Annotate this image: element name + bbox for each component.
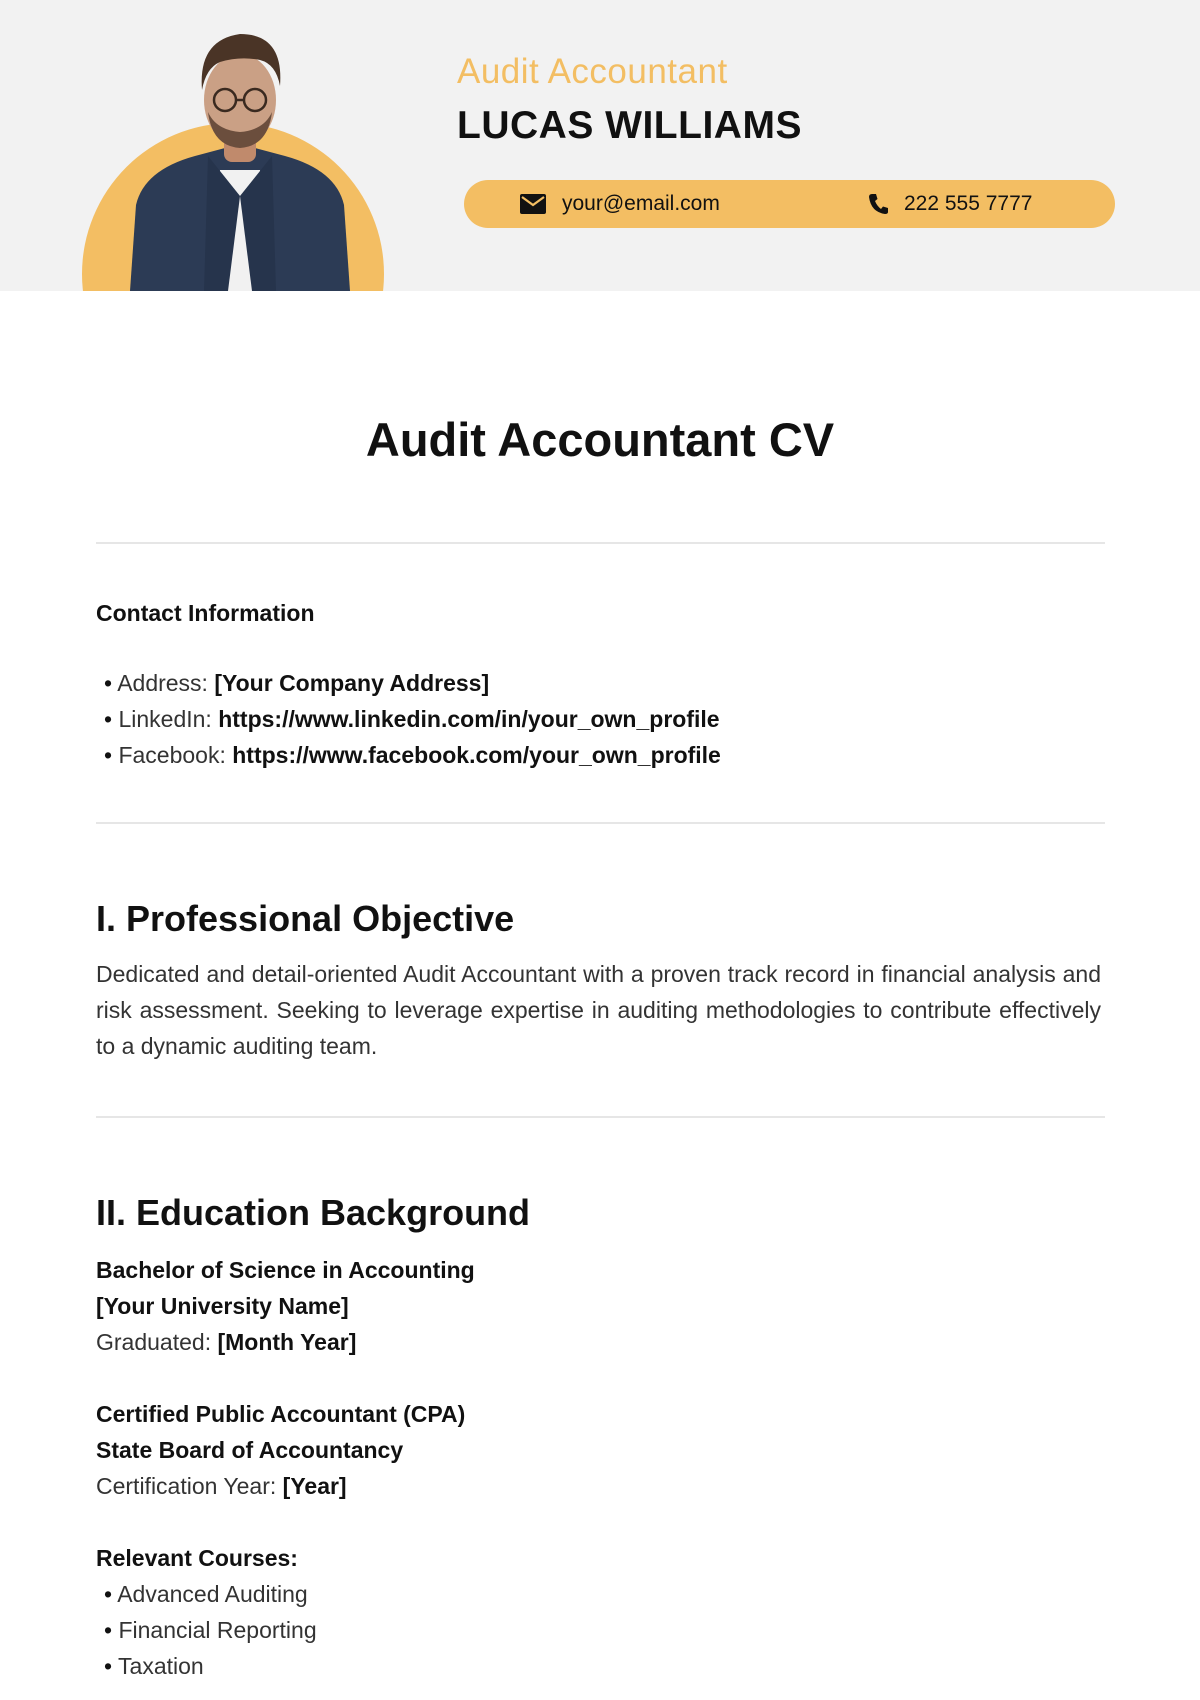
contact-heading: Contact Information: [96, 600, 315, 626]
objective-section: [96, 898, 1101, 1064]
divider: [96, 542, 1105, 544]
list-item: • Financial Reporting: [96, 1612, 1101, 1648]
objective-text: Dedicated and detail-oriented Audit Accountant with a proven track record in financial analysis and risk assessment. Seeking to leverage expertise in auditing methodologies to contribute effectively to a dynamic auditing team.: [96, 961, 1101, 1059]
phone-text: 222 555 7777: [904, 192, 1033, 215]
divider: [96, 822, 1105, 824]
courses-heading: Relevant Courses:: [96, 1545, 298, 1571]
certification-title: Certified Public Accountant (CPA): [96, 1401, 466, 1427]
profile-photo: [100, 20, 380, 291]
divider: [96, 1116, 1105, 1118]
list-item: • Advanced Auditing: [96, 1576, 1101, 1612]
contact-section: [96, 600, 1101, 773]
graduation-line: Graduated: [Month Year]: [96, 1329, 357, 1355]
courses-list: [96, 1576, 1101, 1684]
phone-icon: [868, 193, 888, 215]
header-job-title: Audit Accountant: [457, 52, 728, 91]
envelope-icon: [520, 194, 546, 214]
list-item: • LinkedIn: https://www.linkedin.com/in/your_own_profile: [96, 701, 1101, 737]
objective-heading: I. Professional Objective: [96, 898, 515, 939]
phone-contact[interactable]: [868, 180, 1032, 228]
education-heading: II. Education Background: [96, 1192, 531, 1233]
certification-year-line: Certification Year: [Year]: [96, 1473, 347, 1499]
email-contact[interactable]: [520, 180, 720, 228]
contact-pill: [464, 180, 1115, 228]
document-title: Audit Accountant CV: [365, 413, 835, 466]
header-name: LUCAS WILLIAMS: [457, 104, 802, 147]
list-item: • Facebook: https://www.facebook.com/your_own_profile: [96, 737, 1101, 773]
list-item: • Taxation: [96, 1648, 1101, 1684]
list-item: • Address: [Your Company Address]: [96, 665, 1101, 701]
certification-board: State Board of Accountancy: [96, 1437, 404, 1463]
degree-title: Bachelor of Science in Accounting: [96, 1257, 475, 1283]
university-name: [Your University Name]: [96, 1293, 349, 1319]
contact-list: [96, 665, 1101, 773]
email-text: your@email.com: [562, 192, 720, 215]
education-section: [96, 1192, 1101, 1684]
header-banner: [0, 0, 1200, 291]
